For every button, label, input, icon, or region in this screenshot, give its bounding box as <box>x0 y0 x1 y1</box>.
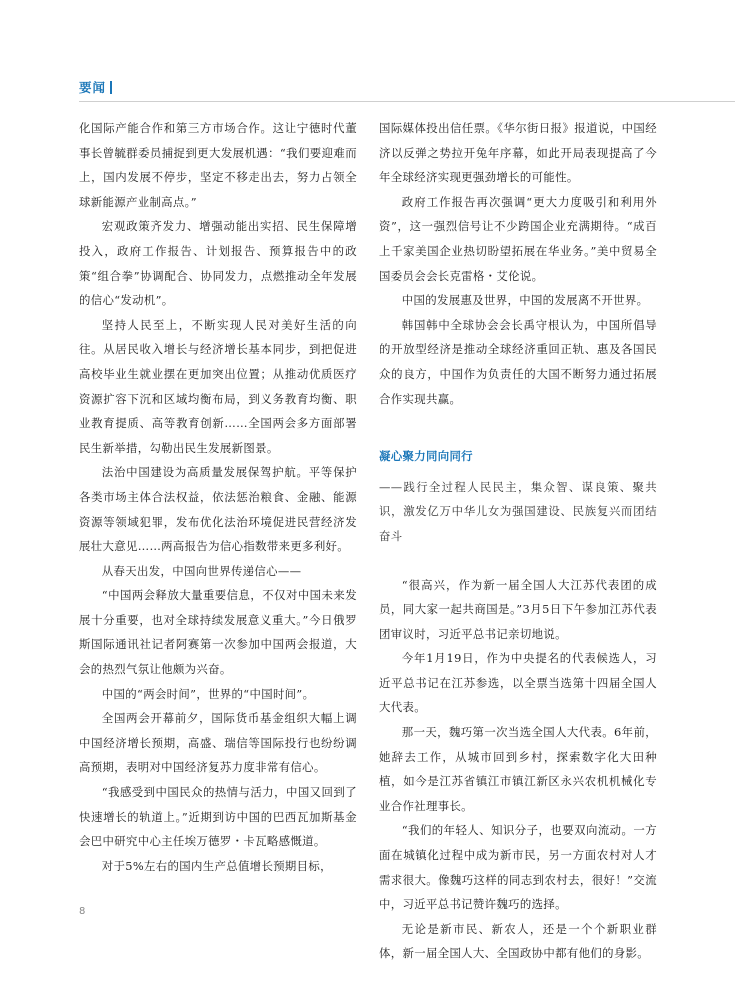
paragraph: “很高兴，作为新一届全国人大江苏代表团的成员，同大家一起共商国是。”3月5日下午参加江苏代表团审议时，习近平总书记亲切地说。 <box>379 577 657 641</box>
page-number: 8 <box>79 906 86 917</box>
paragraph: 化国际产能合作和第三方市场合作。这让宁德时代董事长曾毓群委员捕捉到更大发展机遇：“我们要迎难而上，国内发展不停步，坚定不移走出去，努力占领全球新能源产业制高点。” <box>79 121 357 209</box>
paragraph: 坚持人民至上，不断实现人民对美好生活的向往。从居民收入增长与经济增长基本同步，到把促进高校毕业生就业摆在更加突出位置；从推动优质医疗资源扩容下沉和区域均衡布局，到义务教育均衡、职业教育提质、高等教育创新……全国两会多方面部署民生新举措，勾勒出民生发展新图景。 <box>79 317 357 455</box>
paragraph: “我感受到中国民众的热情与活力，中国又回到了快速增长的轨道上。”近期到访中国的巴西瓦加斯基金会巴中研究中心主任埃万德罗・卡瓦略感慨道。 <box>79 785 357 849</box>
section-subtitle: ——践行全过程人民民主，集众智、谋良策、聚共识，激发亿万中华儿女为强国建设、民族复兴而团结奋斗 <box>379 479 657 543</box>
right-column <box>379 116 657 966</box>
paragraph: “中国两会释放大量重要信息，不仅对中国未来发展十分重要，也对全球持续发展意义重大。”今日俄罗斯国际通讯社记者阿赛第一次参加中国两会报道，大会的热烈气氛让他颇为兴奋。 <box>79 588 357 677</box>
paragraph: 从春天出发，中国向世界传递信心—— <box>101 563 302 578</box>
page-header <box>79 76 112 98</box>
header-rule <box>79 101 735 102</box>
paragraph: 中国的“两会时间”，世界的“中国时间”。 <box>101 686 315 701</box>
paragraph: 韩国韩中全球协会会长禹守根认为，中国所倡导的开放型经济是推动全球经济重回正轨、惠及各国民众的良方，中国作为负责任的大国不断努力通过拓展合作实现共赢。 <box>379 317 657 406</box>
paragraph: 中国的发展惠及世界，中国的发展离不开世界。 <box>401 293 649 308</box>
section-label: 要闻 <box>79 80 107 95</box>
paragraph: 那一天，魏巧第一次当选全国人大代表。6年前，她辞去工作，从城市回到乡村，探索数字化大田种植，如今是江苏省镇江市镇江新区永兴农机机械化专业合作社理事长。 <box>379 725 657 813</box>
paragraph: 宏观政策齐发力、增强动能出实招、民生保障增投入，政府工作报告、计划报告、预算报告中的政策“组合拳”协调配合、协同发力，点燃推动全年发展的信心“发动机”。 <box>79 219 357 308</box>
paragraph: 全国两会开幕前夕，国际货币基金组织大幅上调中国经济增长预期，高盛、瑞信等国际投行也纷纷调高预期，表明对中国经济复苏力度非常有信心。 <box>79 711 357 775</box>
paragraph: 无论是新市民、新农人，还是一个个新职业群体，新一届全国人大、全国政协中都有他们的身影。 <box>379 921 657 961</box>
paragraph: 对于5%左右的国内生产总值增长预期目标， <box>101 858 332 873</box>
paragraph: 今年1月19日，作为中央提名的代表候选人，习近平总书记在江苏参选，以全票当选第十四届全国人大代表。 <box>379 651 657 715</box>
paragraph: 法治中国建设为高质量发展保驾护航。平等保护各类市场主体合法权益，依法惩治粮食、金融、能源资源等领域犯罪，发布优化法治环境促进民营经济发展壮大意见……两高报告为信心指数带来更多利好。 <box>79 465 357 554</box>
left-column <box>79 116 357 878</box>
section-bar <box>110 81 112 94</box>
paragraph: “我们的年轻人、知识分子，也要双向流动。一方面在城镇化过程中成为新市民，另一方面农村对人才需求很大。像魏巧这样的同志到农村去，很好！”交流中，习近平总书记赞许魏巧的选择。 <box>379 823 657 912</box>
paragraph: 国际媒体投出信任票。《华尔街日报》报道说，中国经济以反弹之势拉开兔年序幕，如此开局表现提高了今年全球经济实现更强劲增长的可能性。 <box>379 121 657 185</box>
section-heading: 凝心聚力同向同行 <box>379 449 473 464</box>
paragraph: 政府工作报告再次强调“更大力度吸引和利用外资”，这一强烈信号让不少跨国企业充满期待。“成百上千家美国企业热切盼望拓展在华业务。”美中贸易全国委员会会长克雷格・艾伦说。 <box>379 194 657 283</box>
